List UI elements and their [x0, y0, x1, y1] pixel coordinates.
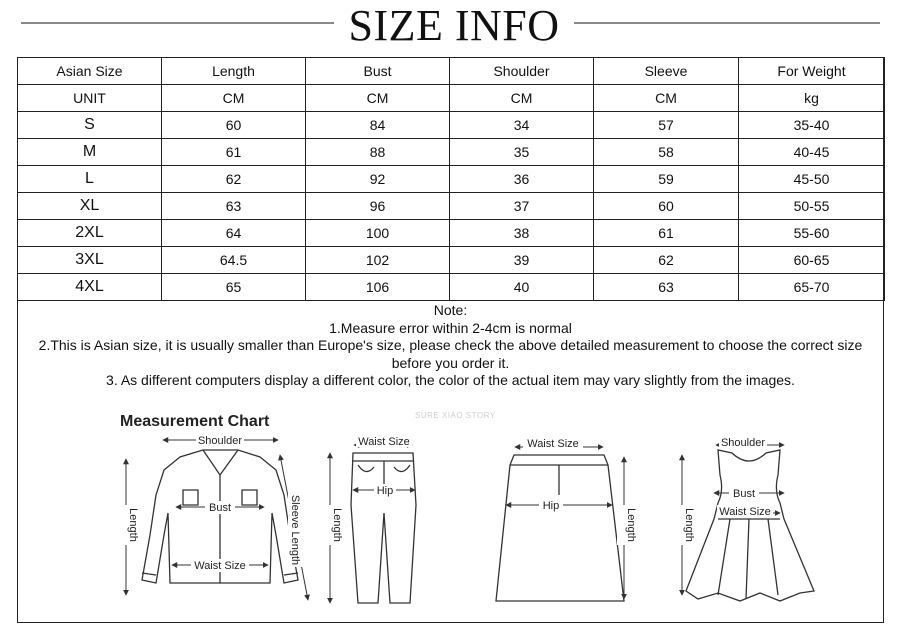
table-cell: 62 — [162, 166, 306, 193]
table-cell: S — [18, 112, 162, 139]
table-cell: Sleeve — [594, 58, 739, 85]
pants-hip-label: Hip — [376, 485, 394, 497]
table-row — [18, 274, 885, 301]
measurement-chart-title: Measurement Chart — [120, 413, 270, 430]
dress-diagram — [686, 450, 814, 601]
table-cell: Shoulder — [450, 58, 594, 85]
table-cell: kg — [739, 85, 885, 112]
table-cell: 58 — [594, 139, 739, 166]
skirt-outline — [496, 455, 624, 601]
shirt-length-label: Length — [127, 508, 139, 542]
table-cell: 60 — [594, 193, 739, 220]
table-cell: 64 — [162, 220, 306, 247]
table-cell: 45-50 — [739, 166, 885, 193]
page-title: SIZE INFO — [348, 1, 560, 50]
table-cell: 35-40 — [739, 112, 885, 139]
table-cell: 39 — [450, 247, 594, 274]
title-bar — [0, 0, 901, 56]
table-cell: 2XL — [18, 220, 162, 247]
table-cell: Asian Size — [18, 58, 162, 85]
table-cell: XL — [18, 193, 162, 220]
table-cell: 55-60 — [739, 220, 885, 247]
table-cell: Bust — [306, 58, 450, 85]
size-table — [17, 57, 885, 301]
table-cell: 102 — [306, 247, 450, 274]
table-cell: 60-65 — [739, 247, 885, 274]
table-cell: 64.5 — [162, 247, 306, 274]
shirt-cuff-right — [284, 573, 298, 575]
table-cell: 60 — [162, 112, 306, 139]
table-cell: 3XL — [18, 247, 162, 274]
table-unit-row — [18, 85, 885, 112]
table-cell: 36 — [450, 166, 594, 193]
table-cell: CM — [162, 85, 306, 112]
shirt-cuff-left — [142, 573, 156, 575]
table-cell: 38 — [450, 220, 594, 247]
dress-length-label: Length — [683, 508, 695, 542]
note-3: 3. As different computers display a different color, the color of the actual item may vary slightly from the images. — [106, 372, 795, 388]
dress-outline — [686, 450, 814, 601]
table-cell: 84 — [306, 112, 450, 139]
notes-heading: Note: — [433, 302, 468, 318]
table-cell: CM — [450, 85, 594, 112]
dress-waist-label: Waist Size — [719, 506, 771, 518]
table-cell: M — [18, 139, 162, 166]
pants-diagram — [351, 453, 416, 603]
shirt-waist-label: Waist Size — [194, 560, 246, 572]
shirt-collar — [203, 450, 238, 475]
table-row — [18, 112, 885, 139]
watermark-text: SURE XIAO STORY — [415, 411, 496, 420]
table-cell: CM — [594, 85, 739, 112]
table-cell: 106 — [306, 274, 450, 301]
note-2: 2.This is Asian size, it is usually smaller than Europe's size, please check the above detailed measurement to choose the correct size before you order it. — [38, 337, 863, 371]
table-cell: UNIT — [18, 85, 162, 112]
pants-pocket-left — [358, 465, 374, 472]
title-rule-right — [574, 22, 880, 24]
table-cell: 37 — [450, 193, 594, 220]
pants-pocket-right — [394, 465, 410, 472]
table-cell: 57 — [594, 112, 739, 139]
table-cell: CM — [306, 85, 450, 112]
dress-pleats — [718, 519, 778, 599]
skirt-waist-label: Waist Size — [527, 438, 579, 450]
shirt-shoulder-label: Shoulder — [197, 435, 243, 447]
dress-shoulder-label: Shoulder — [720, 437, 766, 449]
table-cell: 61 — [162, 139, 306, 166]
table-cell: 65-70 — [739, 274, 885, 301]
shirt-sleeve-label: Sleeve Length — [289, 494, 301, 566]
table-cell: For Weight — [739, 58, 885, 85]
garment-drawings — [18, 395, 883, 621]
shirt-measures — [126, 440, 308, 600]
skirt-length-label: Length — [625, 508, 637, 542]
title-rule-left — [21, 22, 334, 24]
table-cell: 50-55 — [739, 193, 885, 220]
table-cell: 35 — [450, 139, 594, 166]
table-row — [18, 166, 885, 193]
table-row — [18, 139, 885, 166]
shirt-bust-label: Bust — [208, 502, 232, 514]
table-row — [18, 193, 885, 220]
skirt-hip-label: Hip — [542, 500, 560, 512]
table-cell: Length — [162, 58, 306, 85]
table-cell: 63 — [162, 193, 306, 220]
table-cell: 40 — [450, 274, 594, 301]
table-row — [18, 220, 885, 247]
table-cell: 59 — [594, 166, 739, 193]
table-cell: 61 — [594, 220, 739, 247]
measurement-chart — [18, 395, 883, 621]
table-cell: 88 — [306, 139, 450, 166]
table-cell: 62 — [594, 247, 739, 274]
shirt-pocket-right — [242, 490, 257, 505]
table-row — [18, 247, 885, 274]
skirt-diagram — [496, 455, 624, 601]
table-cell: 63 — [594, 274, 739, 301]
pants-waist-label: Waist Size — [358, 436, 410, 448]
table-cell: L — [18, 166, 162, 193]
table-cell: 4XL — [18, 274, 162, 301]
table-header-row — [18, 58, 885, 85]
note-1: 1.Measure error within 2-4cm is normal — [329, 319, 572, 336]
shirt-pocket-left — [183, 490, 198, 505]
table-cell: 40-45 — [739, 139, 885, 166]
pants-length-label: Length — [331, 508, 343, 542]
table-cell: 34 — [450, 112, 594, 139]
notes — [18, 302, 883, 390]
skirt-measures — [506, 447, 624, 599]
table-cell: 92 — [306, 166, 450, 193]
table-cell: 65 — [162, 274, 306, 301]
dress-bust-label: Bust — [732, 488, 756, 500]
table-cell: 96 — [306, 193, 450, 220]
table-cell: 100 — [306, 220, 450, 247]
